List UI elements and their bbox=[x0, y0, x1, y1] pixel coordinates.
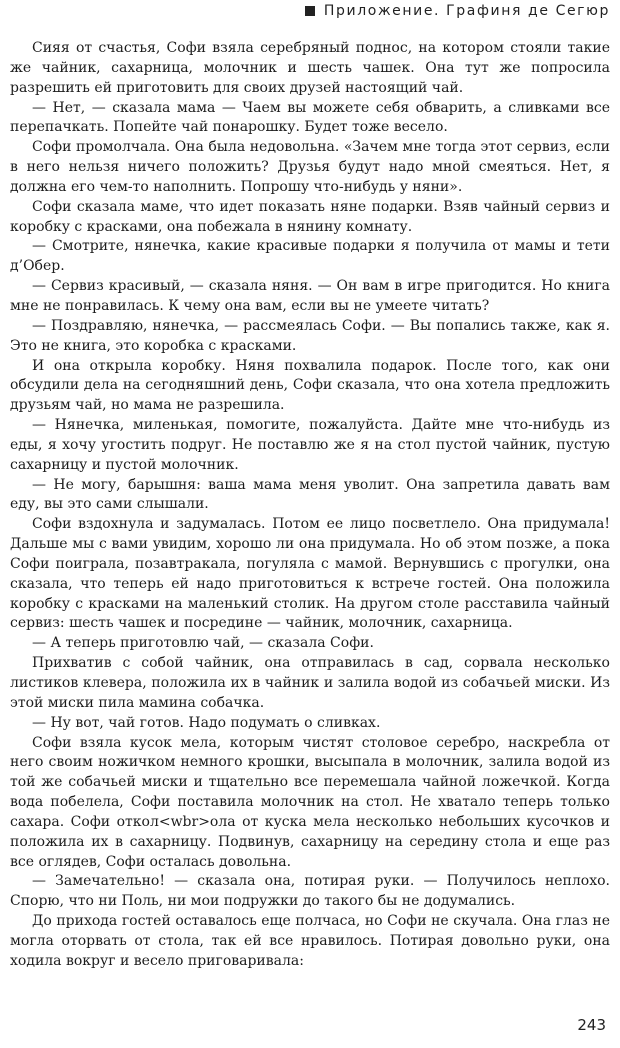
paragraph: — Сервиз красивый, — сказала няня. — Он вам в игре пригодится. Но книга мне не понравилась. К чему она вам, если вы не умеете читать? bbox=[10, 278, 610, 314]
paragraph: Софи промолчала. Она была недовольна. «Зачем мне тогда этот сервиз, если в него нельзя ничего положить? Друзья будут надо мной смеяться. Нет, я должна его чем-то наполнить. Попрошу что-нибудь у няни». bbox=[10, 139, 610, 195]
running-header bbox=[305, 3, 610, 19]
paragraph: Софи сказала маме, что идет показать няне подарки. Взяв чайный сервиз и коробку с красками, она побежала в нянину комнату. bbox=[10, 198, 610, 235]
paragraph: — Нет, — сказала мама — Чаем вы можете себя обварить, а сливками все перепачкать. Попейте чай понарошку. Будет тоже весело. bbox=[10, 99, 610, 136]
page-number: 243 bbox=[577, 1016, 606, 1034]
paragraph: Прихватив с собой чайник, она отправилась в сад, сорвала несколько листиков клевера, положила их в чайник и залила водой из собачьей миски. Из этой миски пила мамина собачка. bbox=[10, 655, 610, 711]
paragraph: Сияя от счастья, Софи взяла серебряный поднос, на котором стояли такие же чайник, сахарница, молочник и шесть чашек. Она тут же попросила разрешить ей приготовить для своих друзей настоящий чай. bbox=[10, 40, 610, 96]
square-bullet-icon bbox=[305, 6, 315, 16]
paragraph: — Поздравляю, нянечка, — рассмеялась Софи. — Вы попались также, как я. Это не книга, это коробка с красками. bbox=[10, 317, 610, 354]
paragraph: — А теперь приготовлю чай, — сказала Софи. bbox=[32, 635, 374, 652]
paragraph: — Нянечка, миленькая, помогите, пожалуйста. Дайте мне что-нибудь из еды, я хочу угостить подруг. Не поставлю же я на стол пустой чайник, пустую сахарницу и пустой молочник. bbox=[10, 417, 610, 473]
body-text bbox=[10, 39, 610, 972]
paragraph: — Не могу, барышня: ваша мама меня уволит. Она запретила давать вам еду, вы это сами слышали. bbox=[10, 476, 610, 513]
running-title: Приложение. Графиня де Сегюр bbox=[323, 3, 610, 19]
paragraph: До прихода гостей оставалось еще полчаса, но Софи не скучала. Она глаз не могла оторвать от стола, так ей все нравилось. Потирая довольно руки, она ходила вокруг и весело приговаривала: bbox=[10, 913, 610, 969]
paragraph: Софи взяла кусок мела, которым чистят столовое серебро, наскребла от него своим ножичком немного крошки, высыпала в молочник, залила водой из той же собачьей миски и тщательно все перемешала чайной ложечкой. Когда вода побелела, Софи поставила молочник на стол. Не хватало теперь только сахара. Софи откол<wbr>ола от куска мела несколько небольших кусочков и положила их в сахарницу. Подвинув, сахарницу на середину стола и еще раз все оглядев, Софи осталась довольна. bbox=[10, 734, 610, 870]
paragraph: — Ну вот, чай готов. Надо подумать о сливках. bbox=[32, 714, 381, 731]
paragraph: Софи вздохнула и задумалась. Потом ее лицо посветлело. Она придумала! Дальше мы с вами увидим, хорошо ли она придумала. Но об этом позже, а пока Софи поиграла, позавтракала, погуляла с мамой. Вернувшись с прогулки, она сказала, что теперь ей надо приготовиться к встрече гостей. Она положила коробку с красками на маленький столик. На другом столе расставила чайный сервиз: шесть чашек и посредине — чайник, молочник, сахарница. bbox=[10, 516, 610, 632]
paragraph: И она открыла коробку. Няня похвалила подарок. После того, как они обсудили дела на сегодняшний день, Софи сказала, что она хотела предложить друзьям чай, но мама не разрешила. bbox=[10, 357, 610, 414]
paragraph: — Замечательно! — сказала она, потирая руки. — Получилось неплохо. Спорю, что ни Поль, ни мои подружки до такого бы не додумались. bbox=[10, 873, 610, 910]
paragraph: — Смотрите, нянечка, какие красивые подарки я получила от мамы и тети д’Обер. bbox=[10, 238, 610, 275]
